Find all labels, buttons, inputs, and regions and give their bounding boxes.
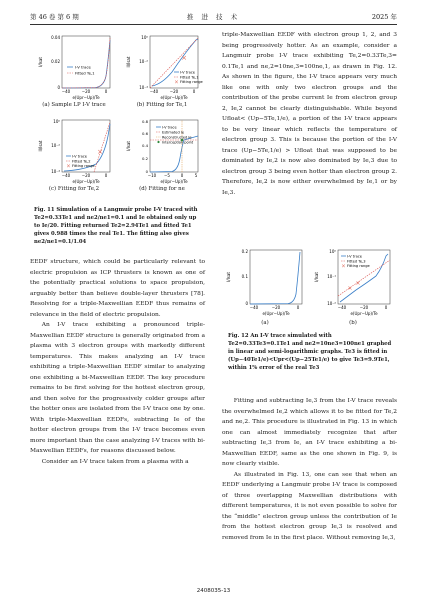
fitting-range-marker: × <box>347 285 353 292</box>
fig11-panel-d <box>122 116 202 186</box>
legend-label: Fitted Te,2 <box>72 159 91 164</box>
x-tick: 0 <box>384 305 388 310</box>
plot-frame <box>250 250 302 304</box>
plot-frame <box>338 250 390 304</box>
fig12-panel-a <box>222 246 308 320</box>
legend-label: Interception point <box>162 140 194 145</box>
figure-12 <box>222 244 397 389</box>
y-tick: 0.1 <box>241 274 248 279</box>
x-tick: −40 <box>61 173 71 178</box>
y-tick: 0.2 <box>141 156 148 161</box>
legend-label: I-V trace <box>347 254 363 259</box>
x-axis-label: e(Upr−Up)/Te <box>160 179 188 184</box>
fitting-range-marker: × <box>355 280 361 287</box>
x-tick: −20 <box>271 305 281 310</box>
journal-volume: 第 46 卷 第 6 期 <box>30 13 79 21</box>
legend-label: Reconstructed Ie <box>162 135 192 140</box>
right-column-text-bottom <box>222 396 397 543</box>
x-axis-label: e(Upr−Up)/Te <box>72 179 100 184</box>
fitting-range-marker: × <box>181 54 187 62</box>
paragraph: As illustrated in Fig. 13, one can see that when an EEDF underlying a Langmuir probe I-V trace is composed of three overlapping Maxwellian distributions with different temperatures, it is not even possible to solve for the “middle” electron group unless the contribution of Ie from the hottest electron group Ie,3 is resolved and removed from Ie in the first place. Without removing Ie,3, <box>222 471 397 541</box>
y-tick: 10⁰ <box>329 249 336 254</box>
paragraph: Consider an I-V trace taken from a plasma with a <box>41 458 189 465</box>
y-tick: 0.2 <box>241 249 248 254</box>
y-tick: 0.04 <box>51 35 60 40</box>
fig11-panel-b <box>122 32 202 102</box>
y-tick: 10⁰ <box>53 119 60 124</box>
x-axis-label: e(Upr−Up)/Te <box>160 95 188 100</box>
legend-label: I-V trace <box>180 70 196 75</box>
legend-label: Fitting range <box>180 80 203 84</box>
y-tick: 10⁻² <box>327 301 336 306</box>
fig11-panel-c <box>34 116 114 186</box>
y-tick: 0 <box>57 85 60 90</box>
fig11-panel-a-caption: (a) Sample LP I-V trace <box>42 102 106 108</box>
fitted-curve <box>62 38 110 88</box>
y-tick: 0.6 <box>141 131 148 136</box>
y-axis-label: Il/Isat <box>126 56 131 68</box>
legend-label: Fitted Te,1 <box>180 75 199 80</box>
y-tick: 0.4 <box>141 143 148 148</box>
y-tick: 10⁻² <box>139 59 148 64</box>
x-axis-label: e(Upr−Up)/Te <box>350 311 378 316</box>
fig11-caption: Fig. 11 Simulation of a Langmuir probe I-V traced with Te2=0.33Te1 and ne2/ne1=0.1 and Ie obtained only up to Ie/20. Fitting returned Te2=2.94Te1 and fitted Te1 gives 0.988 times the real Te1. The fitting also gives ne2/ne1=0.1/1.04 <box>34 207 198 245</box>
legend-label: I-V trace <box>72 154 88 159</box>
fitted-line <box>94 122 110 172</box>
legend-label: I-V trace <box>75 64 91 70</box>
y-tick: 10⁰ <box>141 35 148 40</box>
x-tick: −20 <box>359 305 369 310</box>
legend-label: Fitted Te,3 <box>347 259 366 264</box>
journal-year: 2025 年 <box>371 13 397 21</box>
legend-label: Fitted Te,1 <box>75 70 95 76</box>
x-tick: 0 <box>104 89 108 94</box>
x-tick: 0 <box>180 173 184 178</box>
x-tick: −40 <box>249 305 259 310</box>
legend-swatch-inter <box>157 141 159 143</box>
x-axis-label: e(Upr−Up)/Te <box>72 95 100 100</box>
y-tick: 10⁻¹ <box>327 274 336 279</box>
x-tick: −40 <box>337 305 347 310</box>
x-tick: 0 <box>104 173 108 178</box>
paragraph: EEDF structure, which could be particularly relevant to electric propulsion as ICP thrusters is known as one of the potentially practical solutions to space propulsion, arguably better than believe double-layer thrusters [78]. Resolving for a triple-Maxwellian EEDF thus remains of relevance in the field of electric propulsion. <box>30 259 205 318</box>
y-tick: 0.8 <box>141 119 148 124</box>
y-axis-label: I/Isat <box>126 141 131 151</box>
fig11a-axes <box>62 36 110 88</box>
x-tick: 0 <box>192 89 196 94</box>
paragraph: An I-V trace exhibiting a pronounced triple-Maxwellian EEDF structure is generally originated from a plasma with 3 electron groups with markedly different temperatures. This makes analyzing an I-V trace exhibiting a triple-Maxwellian EEDF similar to analyzing one exhibiting a bi-Maxwellian EEDF. The key procedure remains to be first solving for the hottest electron group, and then solve for the progressively colder groups after the hotter ones are isolated from the I-V trace one by one. With triple-Maxwellian EEDFs, subtracting Ie of the hotter electron groups from the I-V trace becomes even more important than the case analyzing I-V traces with bi-Maxwellian EEDFs, for reasons discussed below. <box>30 322 205 454</box>
y-axis-label: I/Isat <box>38 57 43 67</box>
x-tick: −10 <box>147 173 157 178</box>
y-tick: 10⁻⁴ <box>139 85 148 90</box>
fig11-panel-b-caption: (b) Fitting for Te,1 <box>136 102 188 108</box>
y-axis-label: I/Isat <box>226 272 231 282</box>
y-tick: 0 <box>145 169 148 174</box>
x-tick: −40 <box>61 89 71 94</box>
legend-swatch-range: × <box>174 79 179 86</box>
legend-label: Fitting range <box>347 264 370 268</box>
y-tick: 10⁻⁴ <box>51 169 60 174</box>
legend-swatch-range: × <box>66 163 71 170</box>
fig11-panel-a <box>34 32 114 102</box>
y-axis-label: Il/Isat <box>38 140 43 152</box>
fig12-panel-b-caption: (b) <box>349 320 357 326</box>
legend-swatch-range: × <box>341 263 346 270</box>
legend-label: Fitting range <box>72 164 95 168</box>
right-column-text-top <box>222 30 397 198</box>
x-tick: −20 <box>169 89 179 94</box>
y-tick: 0 <box>245 301 248 306</box>
fig11-panel-d-caption: (d) Fitting for ne <box>139 186 185 192</box>
iv-trace <box>250 252 300 304</box>
fitting-range-marker: × <box>97 148 103 156</box>
legend-label: I-V trace <box>162 125 177 130</box>
left-column-text <box>30 257 205 467</box>
y-tick: 10⁻² <box>51 143 60 148</box>
fig12-panel-a-caption: (a) <box>261 320 269 326</box>
x-tick: −5 <box>164 173 170 178</box>
x-tick: 5 <box>194 173 198 178</box>
x-tick: −40 <box>149 89 159 94</box>
paragraph: Fitting and subtracting Ie,3 from the I-V trace reveals the overwhelmed Ie,2 which allows it to be fitted for Te,2 and ne,2. This procedure is illustrated in Fig. 13 in which one can almost immediately recognize that after subtracting Ie,3 from Ie, an I-V trace exhibiting a bi-Maxwellian EEDF, same as the one shown in Fig. 9, is now clearly visible. <box>222 398 397 467</box>
page-footer: 2408035-13 <box>196 588 231 594</box>
x-tick: −20 <box>81 173 91 178</box>
x-axis-label: e(Upr−Up)/Te <box>262 311 290 316</box>
x-tick: 0 <box>296 305 300 310</box>
journal-title: 推 进 技 术 <box>186 13 241 21</box>
fig11-panel-c-caption: (c) Fitting for Te,2 <box>48 186 100 192</box>
x-tick: −20 <box>81 89 91 94</box>
fig12-caption: Fig. 12 An I-V trace simulated with Te2=0.33Te3=0.1Te1 and ne2=10ne3=100ne1 graphed in linear and semi-logarithmic graphs. Te3 is fitted in (Up−40Te1/e)<Upr<(Up−25Te1/e) to give Te3=9.9Te1, within 1% error of the real Te3 <box>228 333 392 371</box>
legend-label: Estimated Ie <box>162 130 184 135</box>
plot-frame <box>62 36 110 88</box>
y-axis-label: I/Isat <box>314 272 319 282</box>
fig12-panel-b <box>310 246 396 320</box>
y-tick: 0.02 <box>51 59 60 64</box>
header-rule <box>30 24 397 25</box>
paragraph: triple-Maxwellian EEDF with electron group 1, 2, and 3 being progressively hotter. As an example, consider a Langmuir probe I-V trace exhibiting Te,2=0.33Te,3= 0.1Te,1 and ne,2=10ne,3=100ne,1, as drawn in Fig. 12. As shown in the figure, the I-V trace appears very much like one with only two electron groups and the contribution of the probe current Ie from electron group 2, Ie,2 cannot be clearly distinguishable. While beyond Ufloat< (Up−5Te,1/e), a portion of the I-V trace appears to be very linear which reflects the temperature of electron group 3. This is because the portion of the I-V trace (Up−5Te,1/e) > Ufloat that was supposed to be dominated by Ie,2 is now also dominated by Ie,3 due to electron group 3 being even hotter than electron group 2. Therefore, Ie,2 is now either overwhelmed by Ie,1 or by Ie,3. <box>222 32 397 196</box>
